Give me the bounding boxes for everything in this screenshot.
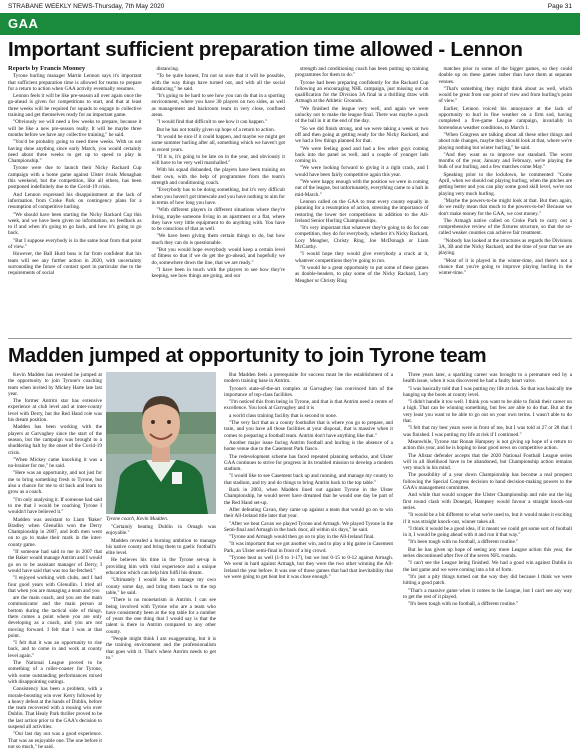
paragraph: strength and conditioning coach has been putting up training programmes for them to do."	[295, 66, 429, 79]
paragraph: "We have been giving them certain things to do, but how much they can do is questionable.	[151, 233, 285, 246]
paragraph: Madden revealed a burning ambition to manage his native county and bring them to gaelic football's elite level.	[106, 537, 216, 557]
paragraph: Three years later, a sparkling career was brought to a premature end by a health issue, when it was discovered he had a faulty heart valve.	[403, 372, 572, 385]
paragraph: "But you would hope everybody would keep a certain level of fitness so that if we do get the go-ahead, and hopefully we do, somewhere down the line, that we are ready."	[151, 247, 285, 266]
paragraph: "We were happy enough with the position we were in coming out of the league, but unfortunately, everything came to a halt in mid-March."	[295, 179, 429, 198]
photo-caption: Tyrone coach, Kevin Madden.	[106, 516, 169, 522]
paragraph: The redevelopment scheme has faced repeated planning setbacks, and Ulster GAA continues to strive for progress in its troubled mission to develop a modern stadium.	[224, 453, 393, 473]
paragraph: "And they want us to improve our standard. The worst months of the year, January and February, we're playing the bulk of our hurling, and a few matches come May."	[438, 151, 572, 171]
paragraph: "It's been tough with no football, a different routine."	[408, 539, 519, 546]
article2-headline: Madden jumped at opportunity to join Tyrone team	[8, 344, 487, 367]
paragraph: "It's going to be hard to see how you can do that in a sporting environment, where you have 30 players on two sides, as well as management and backroom team in very close, confined areas.	[151, 93, 285, 119]
paragraph: Consistency has been a problem, with a morale-boosting win over Kerry followed by a heavy defeat at the hands of Dublin, before the team recovered with a rousing win over Dublin. That Healy Park thriller proved to be the last action prior to the GAA's decision to suspend all activities.	[8, 686, 102, 731]
paragraph: "I felt that my best years were in front of me, but I was told at 27 or 28 that I was finished. I was putting my life at risk if I continued."	[403, 425, 572, 438]
paragraph: "We should have been starting the Nicky Rackard Cup this week, and we have been given no information, no feedback as to if and when it's going to go back, and how it's going to go back.	[8, 211, 142, 237]
paragraph: are the main coach, and you are the main communicator and the main person at bottom during the tactical side of things, there comes a point where you are only developing as a coach, and you are not moving forward. I felt that I was at that point.	[8, 595, 102, 639]
paragraph: However, the Ball Hurd boss is far from confident that his team will see any further action in 2020, with uncertainty surrounding the future of contact sport in particular due to the requirements of social	[8, 251, 142, 277]
paragraph: "If it is, it's going to be late on in the year, and obviously it will have to be very well marshalled."	[151, 153, 285, 167]
paragraph: "It would be a bit different to what we're used to, but it would make it exciting if it was straight knock-out, winner takes all.	[403, 512, 572, 525]
paragraph: "You'd be probably going to need three weeks. With us not having done anything since early March, you would certainly need about three weeks to get up to speed to play in Championship."	[8, 139, 142, 165]
paragraph: "People might think I am exaggerating, but it is the training environment and the professionalism that goes with it. That's where Antrim needs to get to."	[106, 636, 216, 661]
paragraph: The Armagh native called on Croke Park to carry out a comprehensive review of the fixtures structure, so that the so-called weaker counties can achieve fair treatment.	[438, 217, 572, 237]
paragraph: "Nobody has looked at the structures as regards the Divisions 3A, 3B and the Nicky Rackard, and the time of year that we are playing.	[438, 237, 572, 257]
paragraph: The former Antrim star has extensive experience at club level and at inter-county level with Derry, but the Red Hand role was his dream position.	[8, 398, 102, 424]
paragraph: "Everybody has to be doing something, but it's very difficult when you haven't got timescale and you have nothing to aim for in terms of how long you have.	[151, 187, 285, 206]
paragraph: The National League proved to be something of a roller-coaster for Tyrone, with some outstanding performances mixed with disappointing outings.	[8, 660, 102, 685]
paragraph: The possibility of a year down Championship has become a real prospect following the Special Congress decision to hand decision-making powers to the GAA's management committee.	[403, 472, 572, 492]
paragraph: "Maybe the powers-to-be might look at that. But then again, do we really mean that much to the powers-to-be? Because we don't make money for the GAA, we cost money."	[438, 197, 572, 217]
article-divider	[8, 338, 572, 339]
paragraph: "To be quite honest, I'm not so sure that it will be possible, with the way things have turned out, and with all the social distancing," he said.	[151, 73, 285, 92]
paragraph: "It's very important that whatever they're going to do for one competition, they do for everybody, whether it's Nicky Rackard, Lory Meagher, Christy Ring, Joe McDonagh or Liam McCarthy.	[295, 225, 429, 251]
paragraph: Earlier, Lennon voiced his annoyance at the lack of opportunity to hurl in fine weather on a firm sod, having completed a five-game League campaign, invariably in horrendous weather conditions, to March 1.	[438, 105, 572, 131]
paragraph: a world class training facility that is second to none.	[229, 412, 338, 419]
paragraph: "Obviously we will need a few weeks to prepare, because it will be like a new pre-season really. It will be maybe three months before we have any collective training," he said.	[8, 119, 142, 138]
paragraph: "Here was an opportunity, and not just for me to bring something fresh to Tyrone, but also a chance for me to sit back and learn to grow as a coach.	[8, 470, 102, 496]
masthead-title: STRABANE WEEKLY NEWS-Thursday, 7th May 2020	[8, 3, 165, 10]
paragraph: Tyrone were due to launch their Nicky Rackard Cup campaign with a home game against Ulster rivals Monaghan this weekend, but the competition, like all others, has been postponed indefinitely due to the Covid-19 crisis.	[8, 165, 142, 191]
article2-column-2	[106, 524, 216, 734]
paragraph: "We were looking forward to giving it a right crack, and I would have been fairly competitive again this year.	[295, 165, 429, 178]
paragraph: He believes his time in the Tyrone set-up is providing him with vital experience and a unique education which can help him fulfil his dream.	[106, 557, 216, 577]
paragraph: After defeating Cavan, they came up against a team that would go on to win their All-Ireland title later that year.	[224, 506, 393, 520]
paragraph: "If someone had said to me in 2007 that the Baker would manage Antrim and I would go on to be assistant manager of Derry, I would have said that was too far-fetched."	[8, 549, 102, 574]
paragraph: "It would be a great opportunity to put some of these games as double-headers, to play some of the Nicky Rackard, Lory Meagher or Christy Ring	[295, 264, 429, 284]
page-number: Page 31	[547, 3, 572, 10]
paragraph: "Ultimately I would like to manage my own county some day, and bring them back to the top table," he said.	[106, 577, 216, 596]
paragraph: And Lennon expressed his disappointment at the lack of information from Croke Park on contingency plans for a resumption of competitive hurling.	[8, 191, 142, 211]
paragraph: "We finished the league very well, and again we were unlucky not to make the league final. There was maybe a puck of the ball in it at the end of the day.	[295, 105, 429, 125]
paragraph: But Madden feels a prerequisite for success must be the establishment of a modern training base in Antrim.	[224, 372, 393, 385]
portrait-illustration	[106, 372, 216, 514]
paragraph: "Most of it is played in the winter-time, and there's not a chance that you're going to improve playing hurling in the winter-time."	[438, 257, 572, 277]
paragraph: "I'm only analysing it. If someone had said to me that I would be coaching Tyrone I wouldn't have believed it."	[8, 496, 102, 516]
paragraph: "It's just a pity things turned out the way they did because I think we were hitting a good patch.	[403, 573, 572, 587]
article1-column-2	[152, 66, 286, 334]
paragraph: Meanwhile, Tyrone star Ronan Hampsey is not giving up hope of a return to action this year, and he is hoping to hear good news on competitive action.	[403, 438, 572, 452]
paragraph: "I can't see the League being finished. We had a good win against Dublin in the last game and we were coming into a bit of form.	[403, 560, 572, 573]
section-title: GAA	[8, 16, 39, 31]
paragraph: Tyrone hurling manager Martin Lennon says it's important that sufficient preparation time is allowed for teams to prepare for a return to action when GAA activity eventually resumes.	[8, 73, 142, 92]
article1-col1-text	[8, 73, 142, 276]
paragraph: "The very fact that as a county footballer that is where you go to prepare, and train, and you have all those facilities at your disposal, that is massive when it comes to preparing a football team. Antrim don't have anything like that."	[224, 420, 393, 439]
paragraph: "When Mickey came knocking it was a no-brainer for me," he said.	[8, 456, 102, 470]
paragraph: "We were feeling good and had a few other guys coming back into the panel as well, and a couple of younger lads coming in.	[295, 145, 429, 165]
paragraph: Kevin Madden has revealed he jumped at the opportunity to join Tyrone's coaching team when invited by Mickey Harte late last year.	[8, 372, 102, 397]
paragraph: Another major issue facing Antrim football and hurling is the absence of a home venue due to the Casement Park fiasco.	[224, 439, 393, 453]
paragraph: "I would like to see Casement back up and running, and manage my county to that stadium, and try and do things to bring Antrim back to the top table."	[224, 473, 393, 486]
paragraph: "I think it would be a good idea, if it meant we could get some sort of football in it, I would be going ahead with it and run it that way."	[403, 525, 572, 539]
paragraph: "With different players in different situations where they're living, maybe someone living in an apartment or a flat, where they have very little equipment to do anything with. You have to be conscious of that as well.	[151, 207, 285, 233]
article2-left-column	[8, 372, 102, 750]
paragraph: "I felt that it was an opportunity to rise back, and to come in and work at county level again."	[8, 640, 102, 659]
paragraph: "That's something they might think about as well, which would be great from our point of view and from hurling's point of view."	[438, 85, 572, 105]
paragraph: "I enjoyed working with clubs, and I had four good years with Glenullin. I tried all that when you are managing a team and you	[8, 575, 102, 594]
kevin-madden-photo	[106, 372, 216, 514]
paragraph: With his squad disbanded, the players have been training on their own, with the help of programmes from the team's strength and conditioning coach.	[151, 167, 285, 187]
paragraph: Tyrone had been preparing confidently for the Rackard Cup following an encouraging NHL campaign, just missing out on qualification for the Division 3A final in a thrilling draw with Armagh at the Athletic Grounds.	[295, 79, 429, 105]
paragraph: "It would be nice if it could happen, and maybe we might get some summer hurling after all, something which we haven't got in recent years.	[151, 133, 285, 153]
article1-column-3	[295, 66, 429, 334]
paragraph: "I didn't handle it too well. I think you want to be able to finish their career on a high. That can be winning something, but few are able to do that. But at the very least you want to be able to go out on your own terms. I wasn't able to do that.	[403, 399, 572, 425]
paragraph: "I would find that difficult to see how it can happen."	[156, 119, 268, 126]
paragraph: "Certainly beating Dublin in Omagh was enjoyable."	[106, 524, 216, 537]
paragraph: "I was basically told that I was putting my life at risk. So that was basically me hanging up the boots at county level.	[403, 385, 572, 398]
paragraph: Madden has been working with the players at Garvaghey since the start of the season, but the campaign was brought to a shuddering halt by the onset of the Covid-19 crisis.	[8, 424, 102, 456]
article2-column-4	[403, 372, 572, 734]
paragraph: "So we did finish strong, and we were taking a week or two off and then going at getting ready for the Nicky Rackard, and we had a few things planned for that.	[295, 125, 429, 145]
article2-column-1	[8, 372, 102, 750]
paragraph: "After we beat Cavan we played Tyrone and Armagh. We played Tyrone in the Semi-final and Armagh in the back door, all within six days," he said.	[224, 520, 393, 533]
paragraph: But he has given up hope of seeing any more League action this year, the series discontinued after five of the seven NFL rounds.	[403, 546, 572, 560]
masthead	[8, 3, 572, 13]
paragraph: And while that would scupper the Ulster Championship and rule out the big first round clash with Donegal, Hampsey would favour a straight knock-out series.	[403, 492, 572, 511]
paragraph: Tyrone's state-of-the-art complex at Garvaghey has convinced him of the importance of top-class facilities.	[224, 385, 393, 398]
paragraph: Lennon called on the GAA to treat every county equally in planning for a resumption of action, stressing the importance of restoring the lower tier competitions in addition to the All-Ireland Senior Hurling Championships.	[295, 198, 429, 224]
paragraph: But he has not totally given up hope of a return to action.	[156, 126, 276, 133]
article2-column-3	[224, 372, 393, 734]
paragraph: "I would hope they would give everybody a crack at it, whatever competitions they're going to run.	[295, 251, 429, 264]
paragraph: "Our last day out was a good experience. That was an enjoyable one. The one before it not so much," he said.	[8, 731, 102, 750]
paragraph: Speaking prior to the lockdown, he commented: "Come April, when we should out playing hurling, when the pitches are getting better and you can play some good skill level, we're not playing very much hurling.	[438, 171, 572, 197]
paragraph: "I'm noticed this from being in Tyrone, and that is that Antrim need a centre of excellence. You look at Garvaghey and it is	[224, 399, 393, 412]
paragraph: The Allstar defender accepts that the 2020 National Football League series will in all likelihood have to be abandoned, but Championship action remains very much in his mind.	[403, 452, 572, 472]
section-banner	[0, 13, 580, 35]
paragraph: "I have been in touch with the players to see how they're keeping, see how things are going, and our	[151, 266, 285, 280]
paragraph: "It's been tough with no football, a different routine."	[408, 601, 519, 608]
paragraph: Lennon feels it will be like pre-season all over again once the go-ahead is given for competitions to start, and that at least three weeks will be required for squads to engage in collective training and get themselves ready for an important game.	[8, 93, 142, 119]
paragraph: "Tyrone beat us well (1-9 to 1-17), but we lost 0-15 to 0-12 against Armagh. We went in hard against Armagh, but they were the two other winning the All-Ireland the year before. It was one of those games that had that inevitability that we were going to get beat but it was close enough."	[224, 555, 393, 580]
paragraph: Back in 2003, when Madden lined out against Tyrone in the Ulster Championship, he would never have dreamed that he would one day be part of the Red Hand set-up.	[224, 487, 393, 506]
paragraph: "That's a massive game when it comes to the League, but I can't see any way to get the rest of it played.	[403, 587, 572, 600]
paragraph: "When Congress are talking about all these other things and about rule changes, maybe they should look at that, where we're playing nothing but winter hurling," he said.	[438, 131, 572, 151]
article1-column-4	[439, 66, 573, 334]
article2-mid-column	[106, 524, 216, 734]
article1-byline: Reports by Francis Mooney	[8, 65, 86, 72]
paragraph: "Tyrone and Armagh would then go on to play in the All-Ireland final.	[229, 534, 375, 541]
paragraph: distancing.	[156, 66, 180, 72]
paragraph: "It was important that we got another win, and to play a big game in Casement Park, an Ulster semi-final in front of a big crowd.	[224, 541, 393, 554]
article2-right-columns	[224, 372, 572, 734]
paragraph: "But I suppose everybody is in the same boat from that point of view."	[8, 237, 142, 251]
paragraph: Madden was assistant to Liam 'Baker' Bradley when Glenullin won the Derry Championship in 2007, and both men went on to go to make their mark in the inter-county game.	[8, 516, 102, 548]
article1-body	[8, 66, 572, 334]
paragraph: "There is no monetarism in Antrim. I can see being involved with Tyrone who are a team who have consistently been at the top table for a number of years the one thing that I would say is that the talent is there in Antrim compared to any other county.	[106, 597, 216, 635]
article1-headline: Important sufficient preparation time allowed - Lennon	[8, 38, 523, 61]
article1-column-1	[8, 66, 142, 334]
paragraph: matches prior to some of the bigger games, so they could double up on these games rather than have them at separate venues.	[438, 66, 572, 85]
